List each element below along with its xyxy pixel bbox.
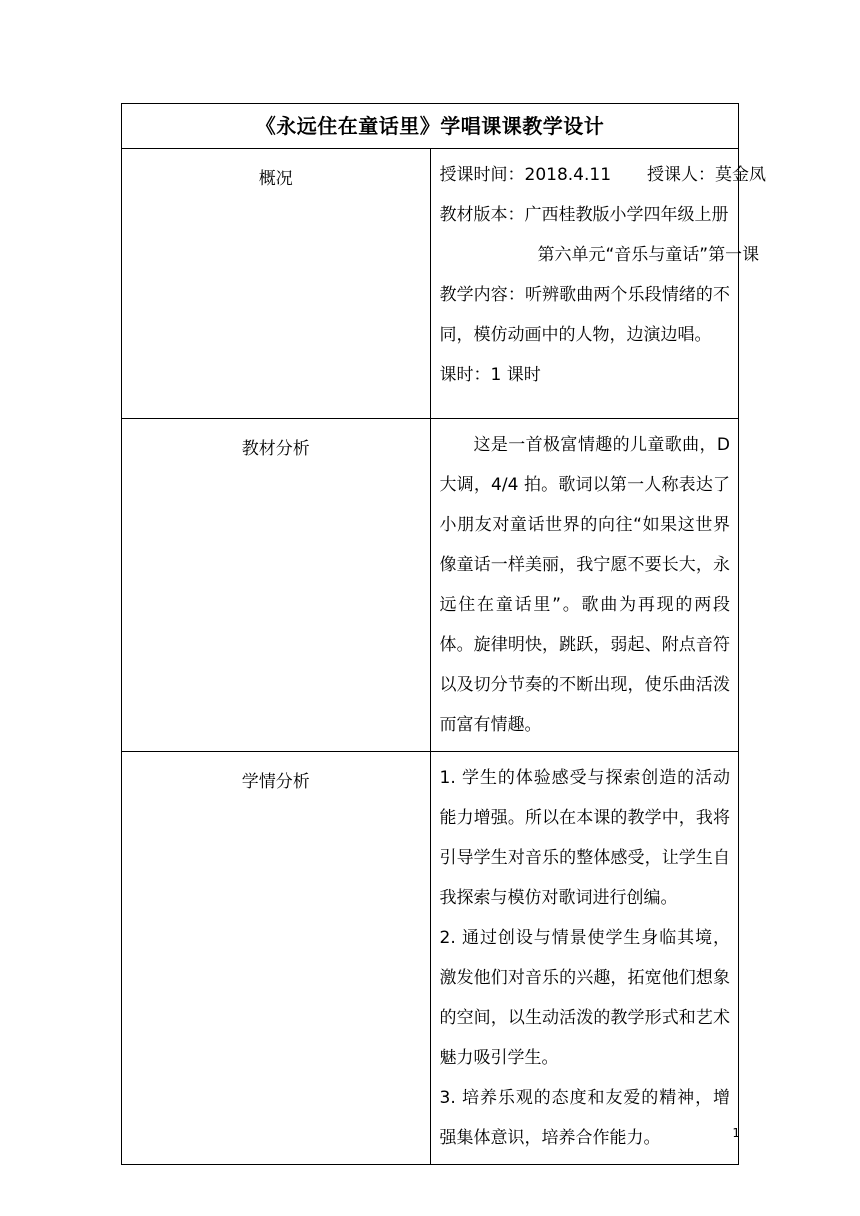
document-title: 《永远住在童话里》学唱课课教学设计 — [122, 104, 739, 149]
overview-content — [430, 149, 767, 419]
edition-line-2: 第六单元“音乐与童话”第一课 — [537, 245, 760, 265]
title-row — [122, 104, 739, 149]
student-analysis-item-1: 1. 学生的体验感受与探索创造的活动能力增强。所以在本课的教学中，我将引导学生对音乐的整体感受，让学生自我探索与模仿对歌词进行创编。 — [439, 768, 730, 908]
student-analysis-content — [430, 752, 739, 1165]
edition-line-1: 教材版本：广西桂教版小学四年级上册 — [439, 205, 729, 225]
overview-label: 概况 — [258, 169, 293, 189]
page-number: 1 — [732, 1126, 740, 1140]
student-analysis-label-cell — [122, 752, 431, 1165]
teach-time-line — [439, 155, 767, 195]
overview-label-cell — [122, 149, 431, 419]
teaching-content: 教学内容：听辨歌曲两个乐段情绪的不同，模仿动画中的人物，边演边唱。 — [439, 285, 730, 345]
material-analysis-content — [430, 419, 739, 752]
student-analysis-label: 学情分析 — [241, 772, 310, 792]
student-analysis-row — [122, 752, 739, 1165]
material-analysis-row — [122, 419, 739, 752]
material-analysis-label: 教材分析 — [241, 439, 310, 459]
teacher: 授课人：莫金凤 — [647, 165, 767, 185]
teach-time: 授课时间：2018.4.11 — [439, 165, 612, 185]
overview-row — [122, 149, 739, 419]
material-analysis-label-cell — [122, 419, 431, 752]
class-hours: 课时：1 课时 — [439, 365, 541, 385]
material-analysis-text: 这是一首极富情趣的儿童歌曲，D 大调，4/4 拍。歌词以第一人称表达了小朋友对童话世界的向往“如果这世界像童话一样美丽，我宁愿不要长大，永远住在童话里”。歌曲为再现的两段体。旋律明快，跳跃，弱起、附点音符以及切分节奏的不断出现，使乐曲活泼而富有情趣。 — [439, 435, 730, 735]
student-analysis-item-3: 3. 培养乐观的态度和友爱的精神，增强集体意识，培养合作能力。 — [439, 1088, 730, 1148]
lesson-plan-table — [121, 103, 767, 1165]
student-analysis-item-2: 2. 通过创设与情景使学生身临其境，激发他们对音乐的兴趣，拓宽他们想象的空间，以生动活泼的教学形式和艺术魅力吸引学生。 — [439, 928, 730, 1068]
